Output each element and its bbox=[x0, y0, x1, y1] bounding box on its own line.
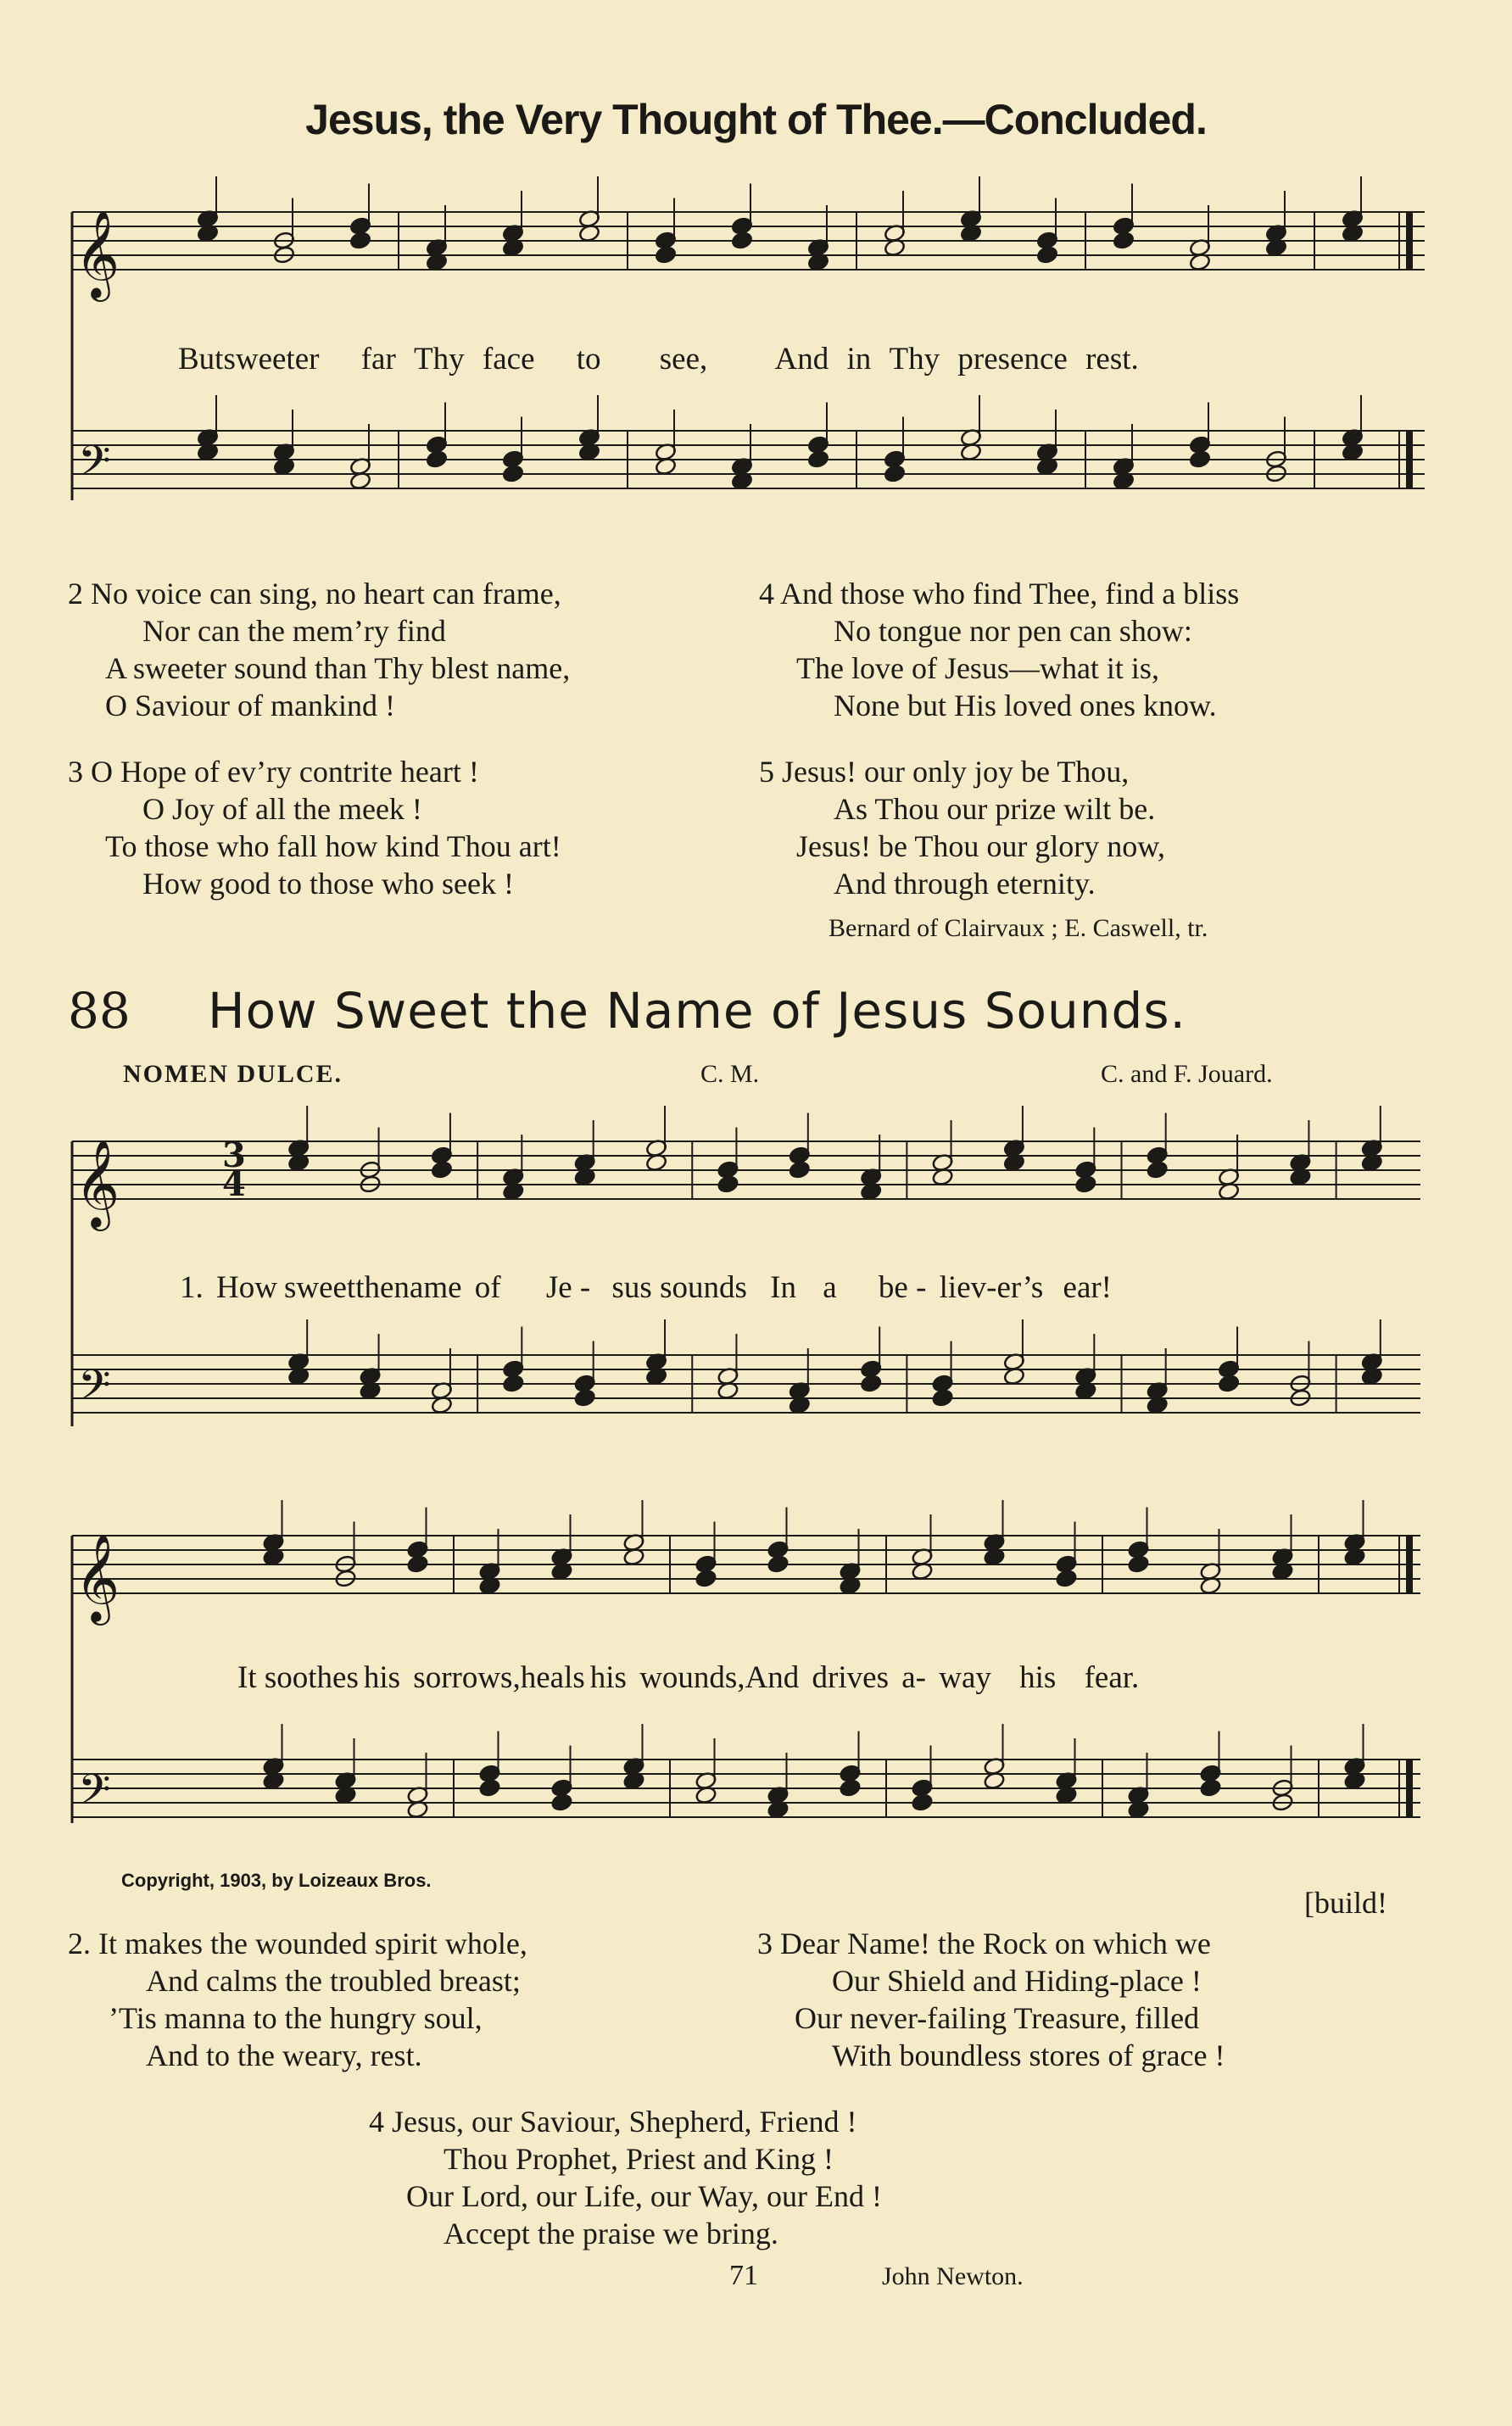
meter: C. M. bbox=[700, 1060, 760, 1088]
staff-2-bass-note-head bbox=[574, 1388, 596, 1408]
staff-2-treble-note-head bbox=[789, 1160, 811, 1180]
staff-1-bass-note-head bbox=[884, 464, 906, 483]
staff-3-bass-end-bar-thick bbox=[1406, 1760, 1413, 1817]
staff-2-treble-note-head bbox=[1147, 1160, 1169, 1180]
tune-name: NOMEN DULCE. bbox=[123, 1060, 343, 1088]
staff-2-treble-note-head bbox=[717, 1174, 739, 1194]
staff-1-treble-note-head bbox=[731, 231, 753, 250]
staff-1-treble-end-bar-thick bbox=[1406, 212, 1413, 270]
hymn-title: How Sweet the Name of Jesus Sounds. bbox=[208, 982, 1186, 1040]
staff-2-bass-note-head bbox=[860, 1374, 882, 1393]
staff-2-bass-note-head bbox=[1218, 1374, 1240, 1393]
time-sig-bottom-icon: 4 bbox=[222, 1164, 246, 1204]
build-note: [build! bbox=[1304, 1886, 1387, 1920]
staff-1-treble-note-head bbox=[349, 231, 371, 250]
verse-3-new: 3 Dear Name! the Rock on which we Our Shield and Hiding-place ! Our never-failing Treasure, filled With boundless stores of grace ! bbox=[757, 1927, 1225, 2072]
composer: C. and F. Jouard. bbox=[1101, 1060, 1273, 1088]
verse-2-new: 2. It makes the wounded spirit whole, And calms the troubled breast; ’Tis manna to the hungry soul, And to the weary, rest. bbox=[68, 1927, 527, 2072]
bass-clef-icon: 𝄢 bbox=[78, 1361, 111, 1420]
verse-3-prev: 3 O Hope of ev’ry contrite heart ! O Joy of all the meek ! To those who fall how kind Thou art! How good to those who seek ! bbox=[68, 755, 561, 901]
hymn-number: 88 bbox=[68, 982, 131, 1040]
verse-4-prev: 4 And those who find Thee, find a bliss No tongue nor pen can show: The love of Jesus—what it is, None but His loved ones know. bbox=[759, 577, 1240, 722]
staff-1-bass-note-head bbox=[426, 449, 448, 469]
staff-2-treble-note-head bbox=[431, 1160, 453, 1180]
staff-3-treble-note-head bbox=[1055, 1569, 1077, 1588]
staff-1-bass-note-head bbox=[1189, 449, 1211, 469]
staff-1-treble-note-head bbox=[1113, 231, 1135, 250]
staff-3-bass-note-head bbox=[911, 1793, 933, 1812]
treble-clef-icon: 𝄞 bbox=[75, 1533, 120, 1622]
staff-3-treble-note-head bbox=[1127, 1554, 1149, 1574]
treble-clef-icon: 𝄞 bbox=[75, 1139, 120, 1228]
staff-3-bass-note-head bbox=[1199, 1778, 1221, 1798]
page-number: 71 bbox=[729, 2260, 758, 2291]
attribution-prev: Bernard of Clairvaux ; E. Caswell, tr. bbox=[829, 914, 1208, 942]
staff-3-treble-note-head bbox=[695, 1569, 717, 1588]
verse-4-new: 4 Jesus, our Saviour, Shepherd, Friend ! Thou Prophet, Priest and King ! Our Lord, our Life, our Way, our End ! Accept the praise we bring. bbox=[369, 2105, 882, 2250]
staff-3-treble-note-head bbox=[406, 1554, 428, 1574]
lyric-line-3: It soothes his sorrows,heals his wounds,And drives a- way his fear. bbox=[237, 1660, 1140, 1695]
staff-3-treble-note-head bbox=[767, 1554, 789, 1574]
staff-1-bass-note-head bbox=[502, 464, 524, 483]
staff-2-treble-note-head bbox=[1074, 1174, 1096, 1194]
verse-5-prev: 5 Jesus! our only joy be Thou, As Thou our prize wilt be. Jesus! be Thou our glory now, And through eternity. bbox=[759, 755, 1165, 901]
staff-1-treble-note-head bbox=[1036, 245, 1058, 265]
staff-3-treble-end-bar-thick bbox=[1406, 1536, 1413, 1593]
staff-2-bass-note-head bbox=[931, 1388, 953, 1408]
bass-clef-icon: 𝄢 bbox=[78, 1765, 111, 1825]
staff-1-bass-note-head bbox=[807, 449, 829, 469]
verse-2-prev: 2 No voice can sing, no heart can frame, Nor can the mem’ry find A sweeter sound than Thy blest name, O Saviour of mankind ! bbox=[68, 577, 571, 722]
bass-clef-icon: 𝄢 bbox=[78, 437, 111, 496]
staff-3-bass-note-head bbox=[550, 1793, 572, 1812]
staff-3-bass-note-head bbox=[478, 1778, 500, 1798]
page-title: Jesus, the Very Thought of Thee.—Concluded. bbox=[305, 96, 1207, 143]
time-sig-top-icon: 3 bbox=[222, 1135, 246, 1175]
lyric-line-2: 1. How sweetthename of Je - sus sounds In a be - liev-er’s ear! bbox=[180, 1270, 1113, 1305]
staff-3-bass-note-head bbox=[839, 1778, 861, 1798]
copyright: Copyright, 1903, by Loizeaux Bros. bbox=[121, 1870, 432, 1891]
staff-1-bass-end-bar-thick bbox=[1406, 431, 1413, 488]
staff-2-bass-note-head bbox=[502, 1374, 524, 1393]
lyric-line-1: Butsweeter far Thy face to see, And in Thy presence rest. bbox=[178, 342, 1139, 376]
author: John Newton. bbox=[882, 2262, 1024, 2290]
treble-clef-icon: 𝄞 bbox=[75, 209, 120, 298]
staff-1-treble-note-head bbox=[655, 245, 677, 265]
